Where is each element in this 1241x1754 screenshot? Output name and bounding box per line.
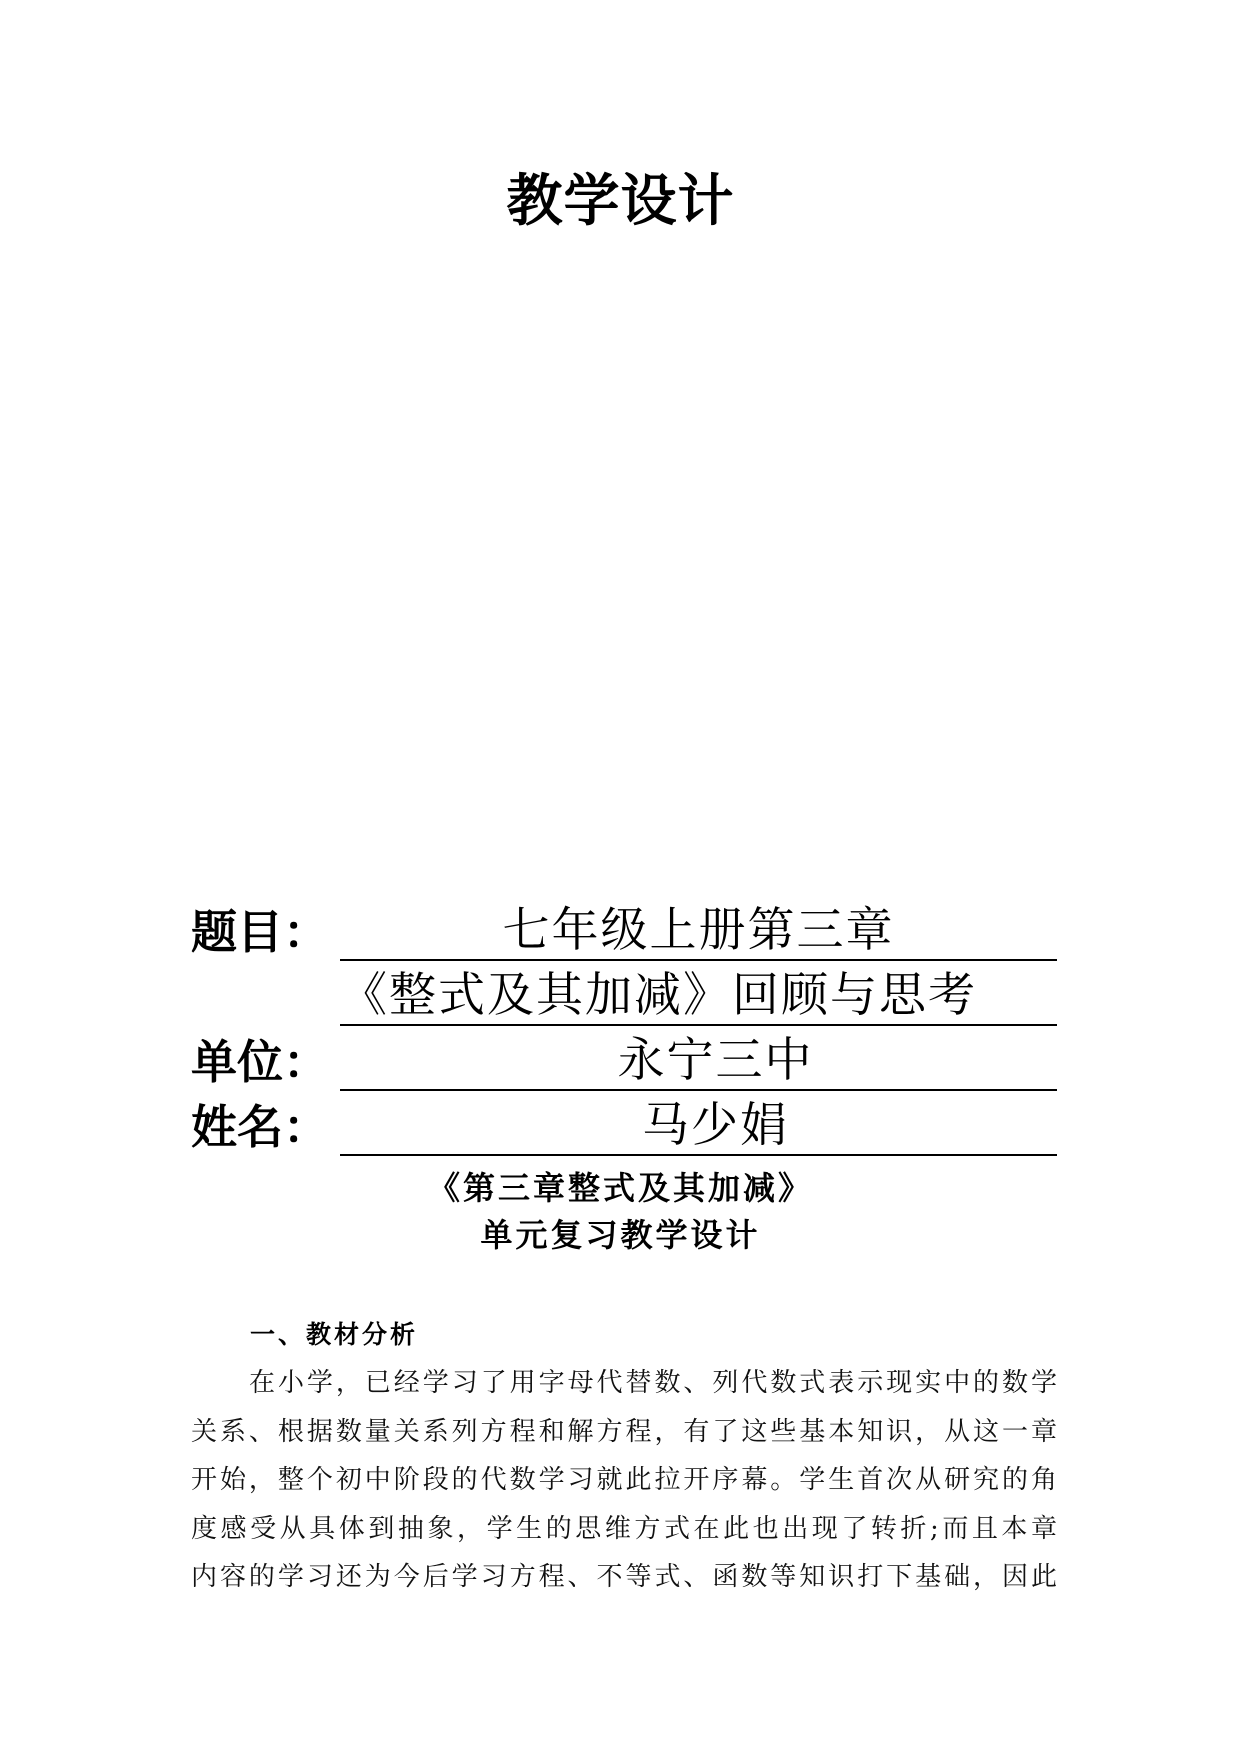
section-heading-textbook-analysis: 一、教材分析 (250, 1320, 419, 1349)
cover-info-form (191, 896, 1057, 1156)
paragraph-line: 内容的学习还为今后学习方程、不等式、函数等知识打下基础，因此 (191, 1562, 1057, 1592)
unit-review-heading (0, 1165, 1241, 1259)
paragraph-line: 关系、根据数量关系列方程和解方程，有了这些基本知识，从这一章 (191, 1416, 1057, 1447)
document-title: 教学设计 (506, 169, 735, 234)
paragraph-line: 度感受从具体到抽象，学生的思维方式在此也出现了转折;而且本章 (191, 1513, 1057, 1544)
field-label-empty (191, 961, 340, 1026)
field-value-unit: 永宁三中 (340, 1026, 1057, 1091)
paragraph-line: 开始，整个初中阶段的代数学习就此拉开序幕。学生首次从研究的角 (191, 1465, 1057, 1495)
cover-field-topic (191, 896, 1057, 961)
cover-field-name (191, 1091, 1057, 1156)
heading-line-2: 单元复习教学设计 (480, 1216, 761, 1254)
cover-field-unit (191, 1026, 1057, 1091)
field-value-topic-line-1: 七年级上册第三章 (340, 896, 1057, 961)
field-label-topic: 题目： (191, 905, 329, 959)
heading-line-1: 《第三章整式及其加减》 (427, 1169, 813, 1207)
section-paragraph-textbook-analysis (191, 1359, 1057, 1602)
field-label-name: 姓名： (191, 1100, 329, 1154)
cover-field-topic-continued (191, 961, 1057, 1026)
field-label-unit: 单位： (191, 1035, 329, 1089)
field-value-name: 马少娟 (340, 1091, 1057, 1156)
paragraph-line: 在小学，已经学习了用字母代替数、列代数式表示现实中的数学 (249, 1368, 1057, 1398)
field-value-topic-line-2: 《整式及其加减》回顾与思考 (340, 961, 1057, 1026)
